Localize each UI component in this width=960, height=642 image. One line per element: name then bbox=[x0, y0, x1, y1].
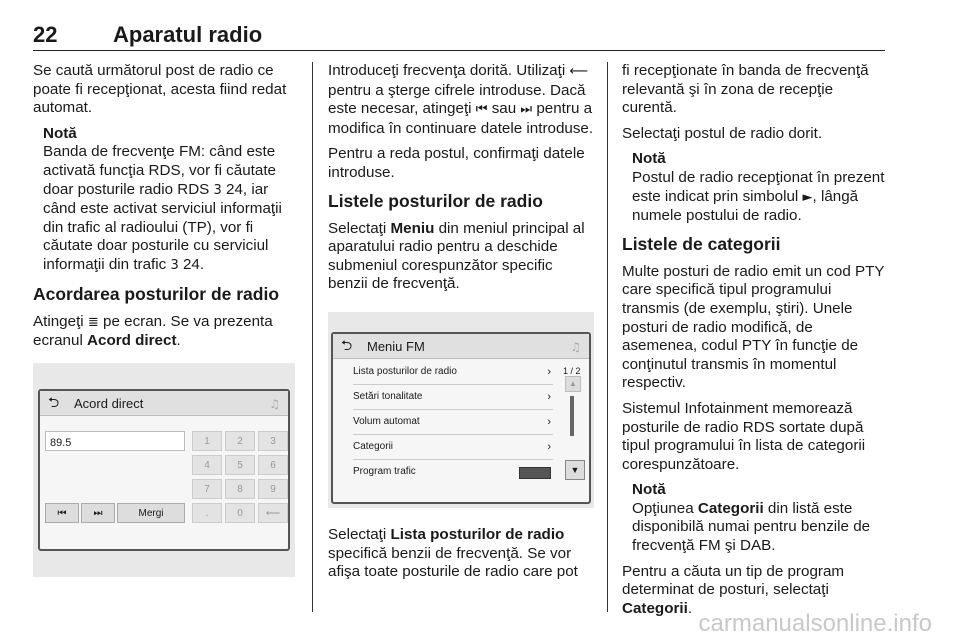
paragraph: fi recepţionate în banda de frecvenţă relevantă şi în zona de recepţie curentă. bbox=[622, 62, 869, 117]
screen-frame bbox=[331, 332, 591, 504]
seek-next-button[interactable]: ⏭ bbox=[81, 503, 115, 523]
menu-item[interactable]: Categorii › bbox=[353, 435, 553, 460]
seek-next-icon: ⏭ bbox=[520, 102, 533, 118]
key-5[interactable]: 5 bbox=[225, 455, 255, 475]
toggle-switch[interactable] bbox=[519, 467, 551, 479]
watermark: carmanualsonline.info bbox=[698, 610, 932, 637]
paragraph: Multe posturi de radio emit un cod PTY care specifică tipul programului transmis (de exemplu, ştiri). Unele posturi de radio modifică, de asemenea, codul PTY în funcţie de conţinutul transmis în momentul respectiv. bbox=[622, 262, 885, 392]
key-9[interactable]: 9 bbox=[258, 479, 288, 499]
seek-prev-icon: ⏮ bbox=[475, 102, 488, 118]
back-icon[interactable]: ⮌ bbox=[341, 337, 353, 354]
paragraph: Pentru a căuta un tip de program determinat de posturi, selectaţi Categorii. bbox=[622, 562, 845, 617]
column-divider bbox=[312, 62, 313, 612]
screenshot-acord-direct bbox=[33, 363, 295, 577]
key-7[interactable]: 7 bbox=[192, 479, 222, 499]
note-box bbox=[33, 125, 298, 276]
note-text: Opţiunea Categorii din listă este disponibilă numai pentru benzile de frecvenţă FM şi DAB. bbox=[632, 499, 871, 555]
chevron-right-icon: › bbox=[547, 415, 551, 428]
screen-title: Meniu FM bbox=[367, 338, 425, 354]
screen-title-bar bbox=[333, 334, 589, 359]
screen-title-bar bbox=[40, 391, 288, 416]
scroll-up-button[interactable]: ▲ bbox=[565, 376, 581, 392]
screen-title: Acord direct bbox=[74, 395, 144, 411]
page-indicator: 1 / 2 bbox=[563, 365, 581, 376]
seek-prev-button[interactable]: ⏮ bbox=[45, 503, 79, 523]
page-title: Aparatul radio bbox=[113, 22, 263, 47]
key-6[interactable]: 6 bbox=[258, 455, 288, 475]
frequency-input[interactable]: 89.5 bbox=[45, 431, 185, 451]
paragraph: Selectaţi postul de radio dorit. bbox=[622, 124, 823, 142]
screenshot-meniu-fm bbox=[328, 312, 594, 508]
key-backspace[interactable]: ⟵ bbox=[258, 503, 288, 523]
key-dot[interactable]: . bbox=[192, 503, 222, 523]
key-1[interactable]: 1 bbox=[192, 431, 222, 451]
paragraph: Sistemul Infotainment memorează posturile de radio RDS sortate după tipul programului în lista de categorii corespunzătoare. bbox=[622, 399, 866, 473]
note-box bbox=[622, 150, 890, 225]
menu-item[interactable]: Lista posturilor de radio › bbox=[353, 360, 553, 385]
paragraph: Se caută următorul post de radio ce poate fi recepţionat, acesta fiind redat automat. bbox=[33, 62, 287, 117]
scrollbar-thumb[interactable] bbox=[570, 396, 574, 436]
back-icon[interactable]: ⮌ bbox=[48, 394, 60, 411]
paragraph: Pentru a reda postul, confirmaţi datele introduse. bbox=[328, 145, 585, 181]
key-2[interactable]: 2 bbox=[225, 431, 255, 451]
note-text: Banda de frecvenţe FM: când este activată funcţia RDS, vor fi căutate doar posturile radio RDS 3 24, iar când este activat serviciul informaţii din trafic al radioului (TP), vor fi căutate doar posturile cu serviciul informaţii din trafic 3 24. bbox=[43, 143, 282, 273]
chevron-right-icon: › bbox=[547, 390, 551, 403]
column-3 bbox=[622, 62, 890, 625]
paragraph: Selectaţi Meniu din meniul principal al aparatului radio pentru a deschide submeniul corespunzător specific benzii de frecvenţă. bbox=[328, 219, 585, 293]
chevron-right-icon: › bbox=[547, 365, 551, 378]
chevron-right-icon: › bbox=[547, 440, 551, 453]
menu-item[interactable]: Volum automat › bbox=[353, 410, 553, 435]
tune-icon: ≣ bbox=[87, 314, 99, 330]
menu-item[interactable]: Program trafic bbox=[353, 460, 553, 484]
key-3[interactable]: 3 bbox=[258, 431, 288, 451]
page-number: 22 bbox=[33, 22, 58, 47]
column-2 bbox=[328, 62, 594, 589]
paragraph: Atingeţi ≣ pe ecran. Se va prezenta ecranul Acord direct. bbox=[33, 312, 273, 350]
column-1 bbox=[33, 62, 298, 577]
go-button[interactable]: Mergi bbox=[117, 503, 185, 523]
key-4[interactable]: 4 bbox=[192, 455, 222, 475]
page-ref-icon[interactable]: 3 bbox=[170, 257, 179, 273]
paragraph: Introduceţi frecvenţa dorită. Utilizaţi ⟵ pentru a şterge cifrele introduse. Dacă este necesar, atingeţi ⏮ sau ⏭ pentru a modifica în continuare datele introduse. bbox=[328, 62, 594, 137]
section-heading: Listele de categorii bbox=[622, 233, 781, 254]
music-note-icon: ♫ bbox=[570, 339, 581, 354]
page-header bbox=[33, 22, 885, 51]
note-heading: Notă bbox=[632, 481, 666, 499]
note-box bbox=[622, 481, 890, 555]
paragraph: Selectaţi Lista posturilor de radio specifică benzii de frecvenţă. Se vor afişa toate posturile de radio care pot bbox=[328, 525, 578, 581]
menu-item[interactable]: Setări tonalitate › bbox=[353, 385, 553, 410]
screen-frame bbox=[38, 389, 290, 551]
note-heading: Notă bbox=[632, 150, 666, 168]
key-0[interactable]: 0 bbox=[225, 503, 255, 523]
note-text: Postul de radio recepţionat în prezent este indicat prin simbolul ►, lângă numele postului de radio. bbox=[632, 168, 885, 225]
note-heading: Notă bbox=[43, 124, 77, 142]
play-indicator-icon: ► bbox=[802, 189, 813, 205]
key-8[interactable]: 8 bbox=[225, 479, 255, 499]
music-note-icon: ♫ bbox=[269, 396, 280, 411]
section-heading: Acordarea posturilor de radio bbox=[33, 283, 280, 304]
column-divider bbox=[607, 62, 608, 612]
scroll-down-button[interactable]: ▼ bbox=[565, 460, 585, 480]
backspace-icon: ⟵ bbox=[569, 64, 589, 79]
section-heading: Listele posturilor de radio bbox=[328, 190, 543, 211]
page-ref-icon[interactable]: 3 bbox=[213, 182, 222, 198]
